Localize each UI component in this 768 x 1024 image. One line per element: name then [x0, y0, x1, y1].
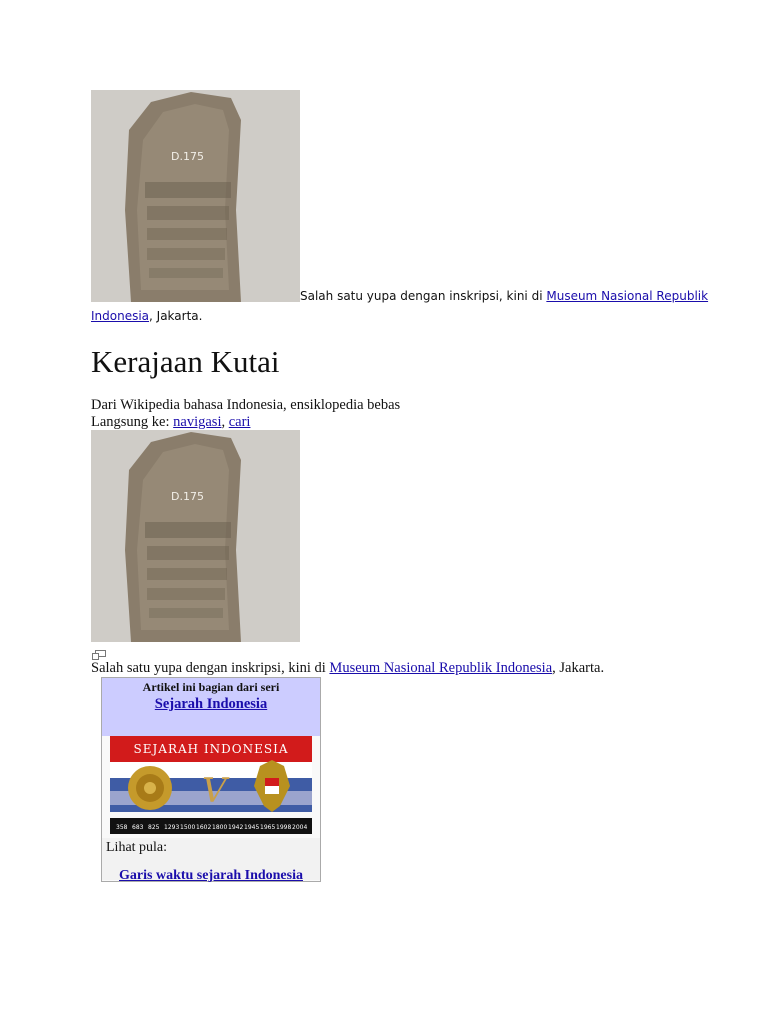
series-label: Artikel ini bagian dari seri — [142, 680, 280, 694]
series-infobox — [101, 677, 321, 882]
banner-year-10: 1965 — [260, 824, 276, 831]
top-caption-cont — [91, 309, 202, 323]
top-caption — [300, 289, 708, 303]
top-caption-link-part2[interactable]: Indonesia — [91, 309, 150, 323]
banner-year-3: 825 — [148, 824, 160, 831]
banner-year-8: 1942 — [228, 824, 244, 831]
jump-label: Langsung ke: — [91, 414, 170, 430]
banner-year-4: 1293 — [164, 824, 180, 831]
banner-year-1: 358 — [116, 824, 128, 831]
banner-title: Sejarah Indonesia — [133, 742, 289, 756]
see-also-label: Lihat pula: — [106, 840, 168, 855]
top-caption-text: Salah satu yupa dengan inskripsi, kini di — [300, 289, 543, 303]
banner-year-5: 1500 — [180, 824, 196, 831]
top-caption-link-part1[interactable]: Museum Nasional Republik — [546, 289, 709, 303]
main-caption — [91, 660, 604, 677]
yupa-image-top[interactable] — [91, 90, 300, 302]
sejarah-banner[interactable] — [110, 736, 312, 834]
banner-year-9: 1945 — [244, 824, 260, 831]
main-caption-link[interactable]: Museum Nasional Republik Indonesia — [329, 660, 553, 676]
banner-year-12: 2004 — [292, 824, 308, 831]
see-also-link[interactable]: Garis waktu sejarah Indonesia — [119, 868, 303, 883]
infobox-header — [102, 678, 320, 736]
yupa-stone-graphic — [91, 90, 300, 302]
voc-emblem: V — [202, 771, 227, 811]
banner-year-2: 683 — [132, 824, 144, 831]
jump-links — [91, 414, 250, 431]
series-link[interactable]: Sejarah Indonesia — [154, 696, 268, 712]
banner-graphic — [110, 736, 312, 834]
yupa-image-main[interactable] — [91, 430, 300, 642]
jump-sep: , — [221, 414, 226, 430]
page-title: Kerajaan Kutai — [91, 344, 280, 379]
yupa-stone-graphic-main — [91, 430, 300, 642]
banner-year-6: 1602 — [196, 824, 212, 831]
banner-year-7: 1800 — [212, 824, 228, 831]
search-link[interactable]: cari — [228, 414, 251, 430]
main-caption-suffix: , Jakarta. — [552, 660, 605, 676]
subtitle: Dari Wikipedia bahasa Indonesia, ensiklopedia bebas — [91, 397, 401, 413]
stone-label-main: D.175 — [171, 490, 204, 503]
main-caption-text: Salah satu yupa dengan inskripsi, kini di — [91, 660, 326, 676]
nav-link[interactable]: navigasi — [173, 414, 222, 430]
top-caption-suffix: , Jakarta. — [149, 309, 203, 323]
stone-label: D.175 — [171, 150, 204, 163]
banner-year-11: 1998 — [276, 824, 292, 831]
